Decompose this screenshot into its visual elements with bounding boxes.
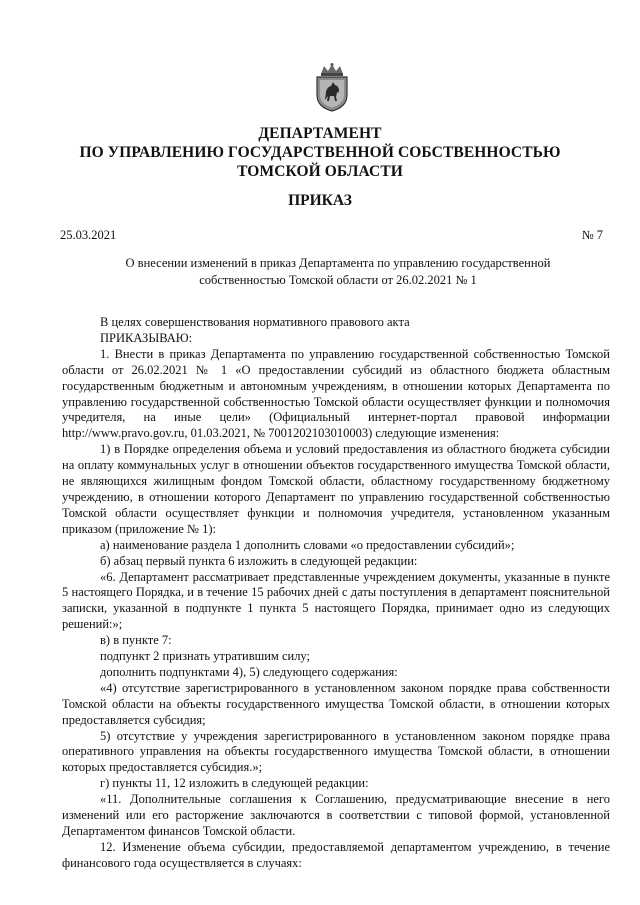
paragraph-subitem-v: в) в пункте 7:	[100, 633, 172, 648]
paragraph-subpoint-5: 5) отсутствие у учреждения зарегистрированного в установленном законом порядке права оперативного управления на объекты государственного имущества Томской области, в отношении которых предоставляется субсидия.»;	[62, 728, 610, 775]
paragraph-point-12: 12. Изменение объема субсидии, предоставляемой департаментом учреждению, в течение финансового года осуществляется в случаях:	[62, 839, 610, 870]
tomsk-coat-of-arms-icon	[312, 62, 352, 112]
paragraph-order-word: ПРИКАЗЫВАЮ:	[100, 330, 193, 345]
department-name-line-2: ПО УПРАВЛЕНИЮ ГОСУДАРСТВЕННОЙ СОБСТВЕННОСТЬЮ	[79, 144, 561, 161]
paragraph-preamble: В целях совершенствования нормативного правового акта	[100, 315, 410, 329]
paragraph-subitem-1: 1) в Порядке определения объема и условий предоставления из областного бюджета субсидии на оплату коммунальных услуг в отношении объектов государственного имущества Томской области, не являющихся жилищным фондом Томской области, областному государственному бюджетному учреждению, в отношении которого Департамент по управлению государственной собственностью Томской области осуществляет функции и полномочия учредителя, установленном указанным приказом (приложение № 1):	[62, 442, 610, 536]
paragraph-subpoint-4: «4) отсутствие зарегистрированного в установленном законом порядке права собственности Томской области на объекты государственного имущества Томской области, в отношении которых предоставляется субсидия;	[62, 680, 610, 727]
document-date: 25.03.2021	[60, 228, 117, 242]
paragraph-item-1: 1. Внести в приказ Департамента по управлению государственной собственностью Томской области от 26.02.2021 № 1 «О предоставлении субсидий из областного бюджета областным государственным бюджетным и автономным учреждениям, в отношении которых Департамента по управлению государственной собственностью Томской области осуществляет функции и полномочия учредителя, на иные цели» (Официальный интернет-портал правовой информации http://www.pravo.gov.ru, 01.03.2021, № 7001202103010003) следующие изменения:	[62, 346, 610, 441]
department-name-line-3: ТОМСКОЙ ОБЛАСТИ	[237, 163, 403, 180]
paragraph-subitem-a: а) наименование раздела 1 дополнить словами «о предоставлении субсидий»;	[100, 537, 515, 552]
paragraph-subitem-g: г) пункты 11, 12 изложить в следующей редакции:	[100, 776, 369, 791]
paragraph-subitem-b: б) абзац первый пункта 6 изложить в следующей редакции:	[100, 553, 418, 568]
paragraph-add-subpoints: дополнить подпунктами 4), 5) следующего содержания:	[100, 664, 398, 679]
document-type-title: ПРИКАЗ	[288, 192, 352, 209]
document-subject: О внесении изменений в приказ Департамента по управлению государственной собственностью Томской области от 26.02.2021 № 1	[125, 256, 551, 287]
department-name-line-1: ДЕПАРТАМЕНТ	[258, 125, 382, 142]
paragraph-point-6: «6. Департамент рассматривает представленные учреждением документы, указанные в пункте 5 настоящего Порядка, и в течение 15 рабочих дней с даты поступления в департамент пояснительной записки, указанной в подпункте 1 пункта 5 настоящего Порядка, принимает одно из следующих решений:»;	[62, 569, 610, 632]
paragraph-point-11: «11. Дополнительные соглашения к Соглашению, предусматривающие внесение в него изменений или его расторжение заключаются в соответствии с типовой формой, установленной Департаментом финансов Томской области.	[62, 792, 610, 838]
paragraph-subpoint-2-void: подпункт 2 признать утратившим силу;	[100, 649, 310, 664]
document-body	[62, 315, 610, 872]
document-number: № 7	[581, 228, 603, 242]
